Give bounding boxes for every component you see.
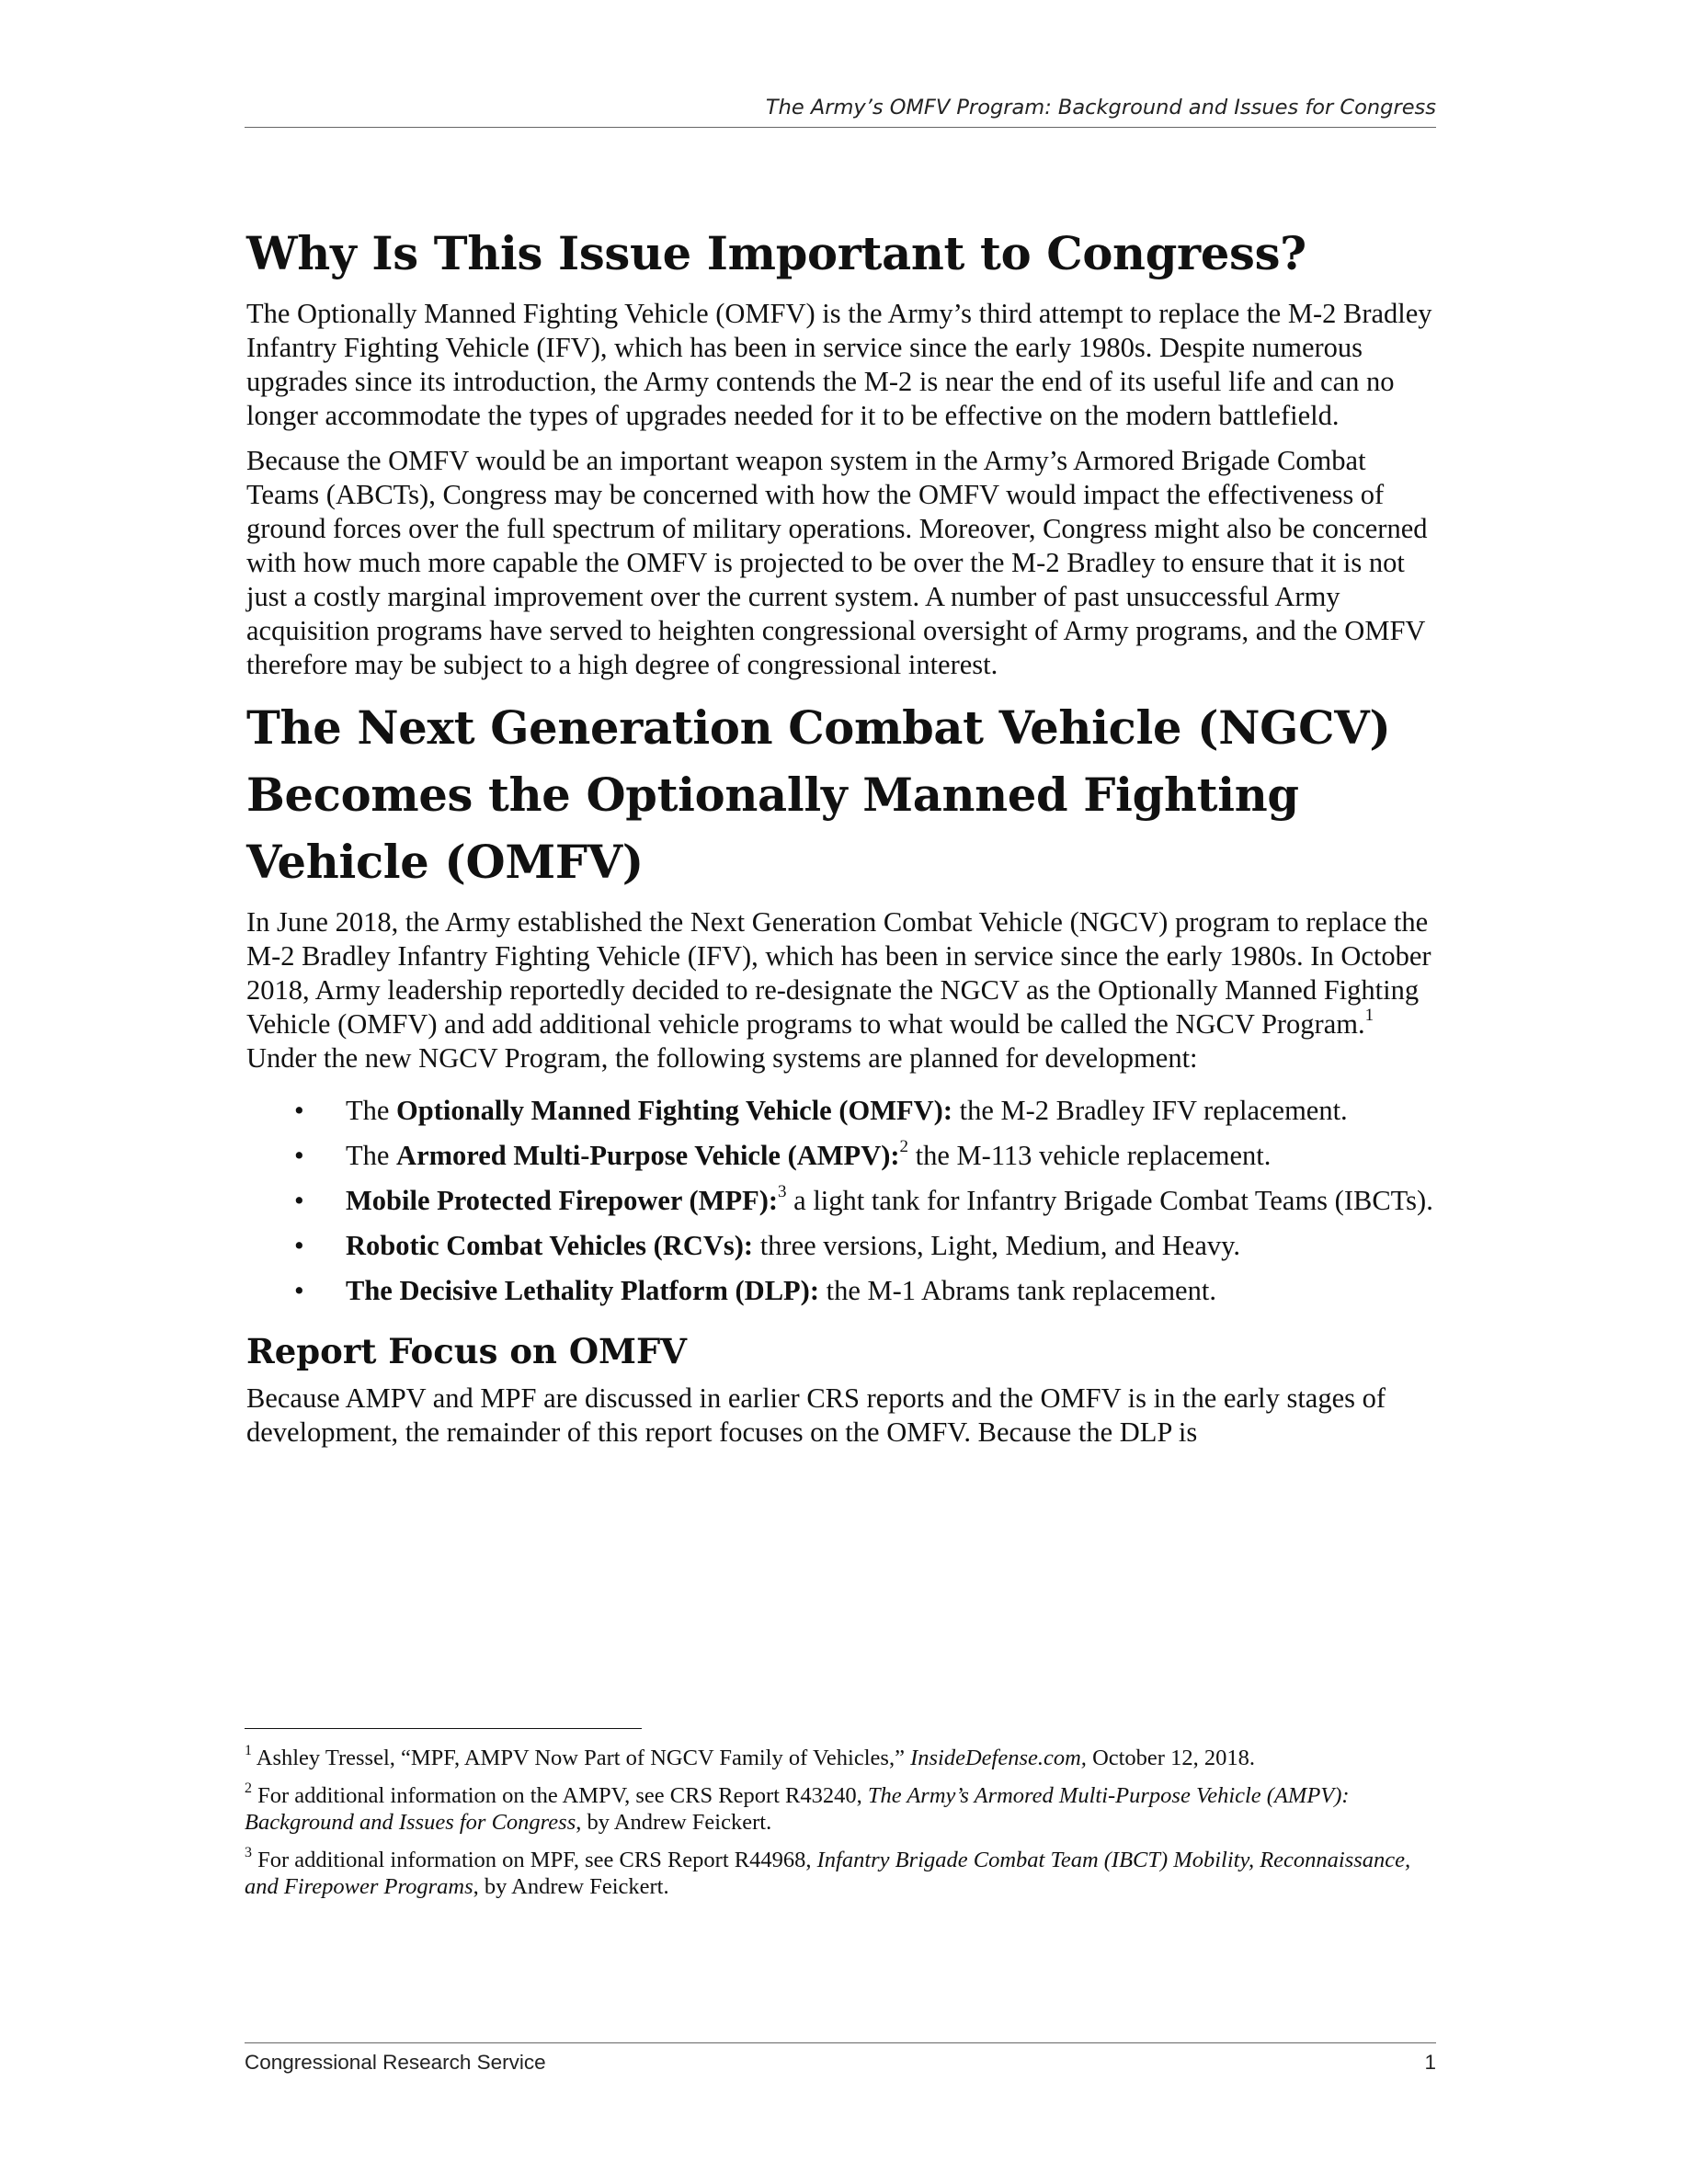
footnotes (245, 1742, 1440, 1911)
footnote-ref[interactable]: 3 (778, 1181, 787, 1201)
bullet-icon: • (294, 1275, 304, 1306)
bullet-icon: • (294, 1230, 304, 1261)
footnote-ref[interactable]: 1 (1364, 1005, 1374, 1025)
footnote: $^2$ For additional information on the AMPV, see CRS Report R43240, The Army’s Armored Multi-Purpose Vehicle (AMPV): Background and Issues for Congress, by Andrew Feickert. (245, 1780, 1350, 1835)
running-header (245, 96, 1436, 128)
paragraph-text: In June 2018, the Army established the Next Generation Combat Vehicle (NGCV) program to replace the M-2 Bradley Infantry Fighting Vehicle (IFV), which has been in service since the early 1980s. In October 2018, Army leadership reportedly decided to re-designate the NGCV as the Optionally Manned Fighting Vehicle (OMFV) and add additional vehicle programs to what would be called the NGCV Program. (246, 906, 1431, 1040)
footnote-number: 1 (245, 1742, 252, 1758)
footnote-number: 3 (245, 1844, 252, 1860)
footnote-number: 2 (245, 1780, 252, 1796)
page-footer (245, 2042, 1436, 2075)
section-heading-ngcv: The Next Generation Combat Vehicle (NGCV) Becomes the Optionally Manned Fighting Vehicle (OMFV) (246, 701, 1391, 889)
publisher-name: Congressional Research Service (245, 2051, 546, 2074)
paragraph: Because AMPV and MPF are discussed in earlier CRS reports and the OMFV is in the early stages of development, the remainder of this report focuses on the OMFV. Because the DLP is (246, 1382, 1386, 1448)
list-item: • The Decisive Lethality Platform (DLP): the M-1 Abrams tank replacement. (294, 1275, 1216, 1306)
bullet-icon: • (294, 1095, 304, 1126)
list-item: • Robotic Combat Vehicles (RCVs): three versions, Light, Medium, and Heavy. (294, 1230, 1241, 1261)
systems-list (246, 1094, 1442, 1308)
paragraph: The Optionally Manned Fighting Vehicle (OMFV) is the Army’s third attempt to replace the M-2 Bradley Infantry Fighting Vehicle (IFV), which has been in service since the early 1980s. Despite numerous upgrades since its introduction, the Army contends the M-2 is near the end of its useful life and can no longer accommodate the types of upgrades needed for it to be effective on the modern battlefield. (246, 298, 1432, 431)
list-item: • Mobile Protected Firepower (MPF):$^3$ a light tank for Infantry Brigade Combat Teams (IBCTs). (294, 1181, 1433, 1216)
system-name: The Decisive Lethality Platform (DLP): (346, 1275, 819, 1306)
system-name: Robotic Combat Vehicles (RCVs): (346, 1230, 754, 1261)
footnote-ref[interactable]: 2 (899, 1136, 909, 1156)
footnote: $^3$ For additional information on MPF, see CRS Report R44968, Infantry Brigade Combat Team (IBCT) Mobility, Reconnaissance, and Firepower Programs, by Andrew Feickert. (245, 1844, 1411, 1899)
citation-title: Infantry Brigade Combat Team (IBCT) Mobility, Reconnaissance, and Firepower Programs (245, 1848, 1411, 1899)
footnote-divider (245, 1728, 642, 1729)
running-title: The Army’s OMFV Program: Background and Issues for Congress (765, 96, 1436, 119)
paragraph: Because the OMFV would be an important weapon system in the Army’s Armored Brigade Combat Teams (ABCTs), Congress may be concerned with how the OMFV would impact the effectiveness of ground forces over the full spectrum of military operations. Moreover, Congress might also be concerned with how much more capable the OMFV is projected to be over the M-2 Bradley to ensure that it is not just a costly marginal improvement over the current system. A number of past unsuccessful Army acquisition programs have served to heighten congressional oversight of Army programs, and the OMFV therefore may be subject to a high degree of congressional interest. (246, 445, 1428, 680)
subsection-heading-report-focus: Report Focus on OMFV (246, 1331, 687, 1371)
paragraph-text: Under the new NGCV Program, the following systems are planned for development: (246, 1042, 1198, 1074)
bullet-icon: • (294, 1140, 304, 1171)
system-name: Optionally Manned Fighting Vehicle (OMFV): (396, 1095, 952, 1126)
bullet-icon: • (294, 1185, 304, 1216)
list-item: • The Optionally Manned Fighting Vehicle (OMFV): the M-2 Bradley IFV replacement. (294, 1095, 1348, 1126)
footnote: $^1$ Ashley Tressel, “MPF, AMPV Now Part of NGCV Family of Vehicles,” InsideDefense.com, October 12, 2018. (245, 1742, 1255, 1770)
section-heading-importance: Why Is This Issue Important to Congress? (246, 227, 1306, 280)
main-content (246, 221, 1442, 1461)
citation-title: InsideDefense.com, (910, 1746, 1087, 1770)
list-item: • The Armored Multi-Purpose Vehicle (AMPV):$^2$ the M-113 vehicle replacement. (294, 1136, 1272, 1171)
page-number: 1 (1424, 2051, 1436, 2074)
citation-title: The Army’s Armored Multi-Purpose Vehicle (AMPV): Background and Issues for Congress (245, 1783, 1350, 1835)
system-name: Mobile Protected Firepower (MPF): (346, 1185, 779, 1216)
paragraph (246, 905, 1442, 1075)
system-name: Armored Multi-Purpose Vehicle (AMPV): (396, 1140, 900, 1171)
